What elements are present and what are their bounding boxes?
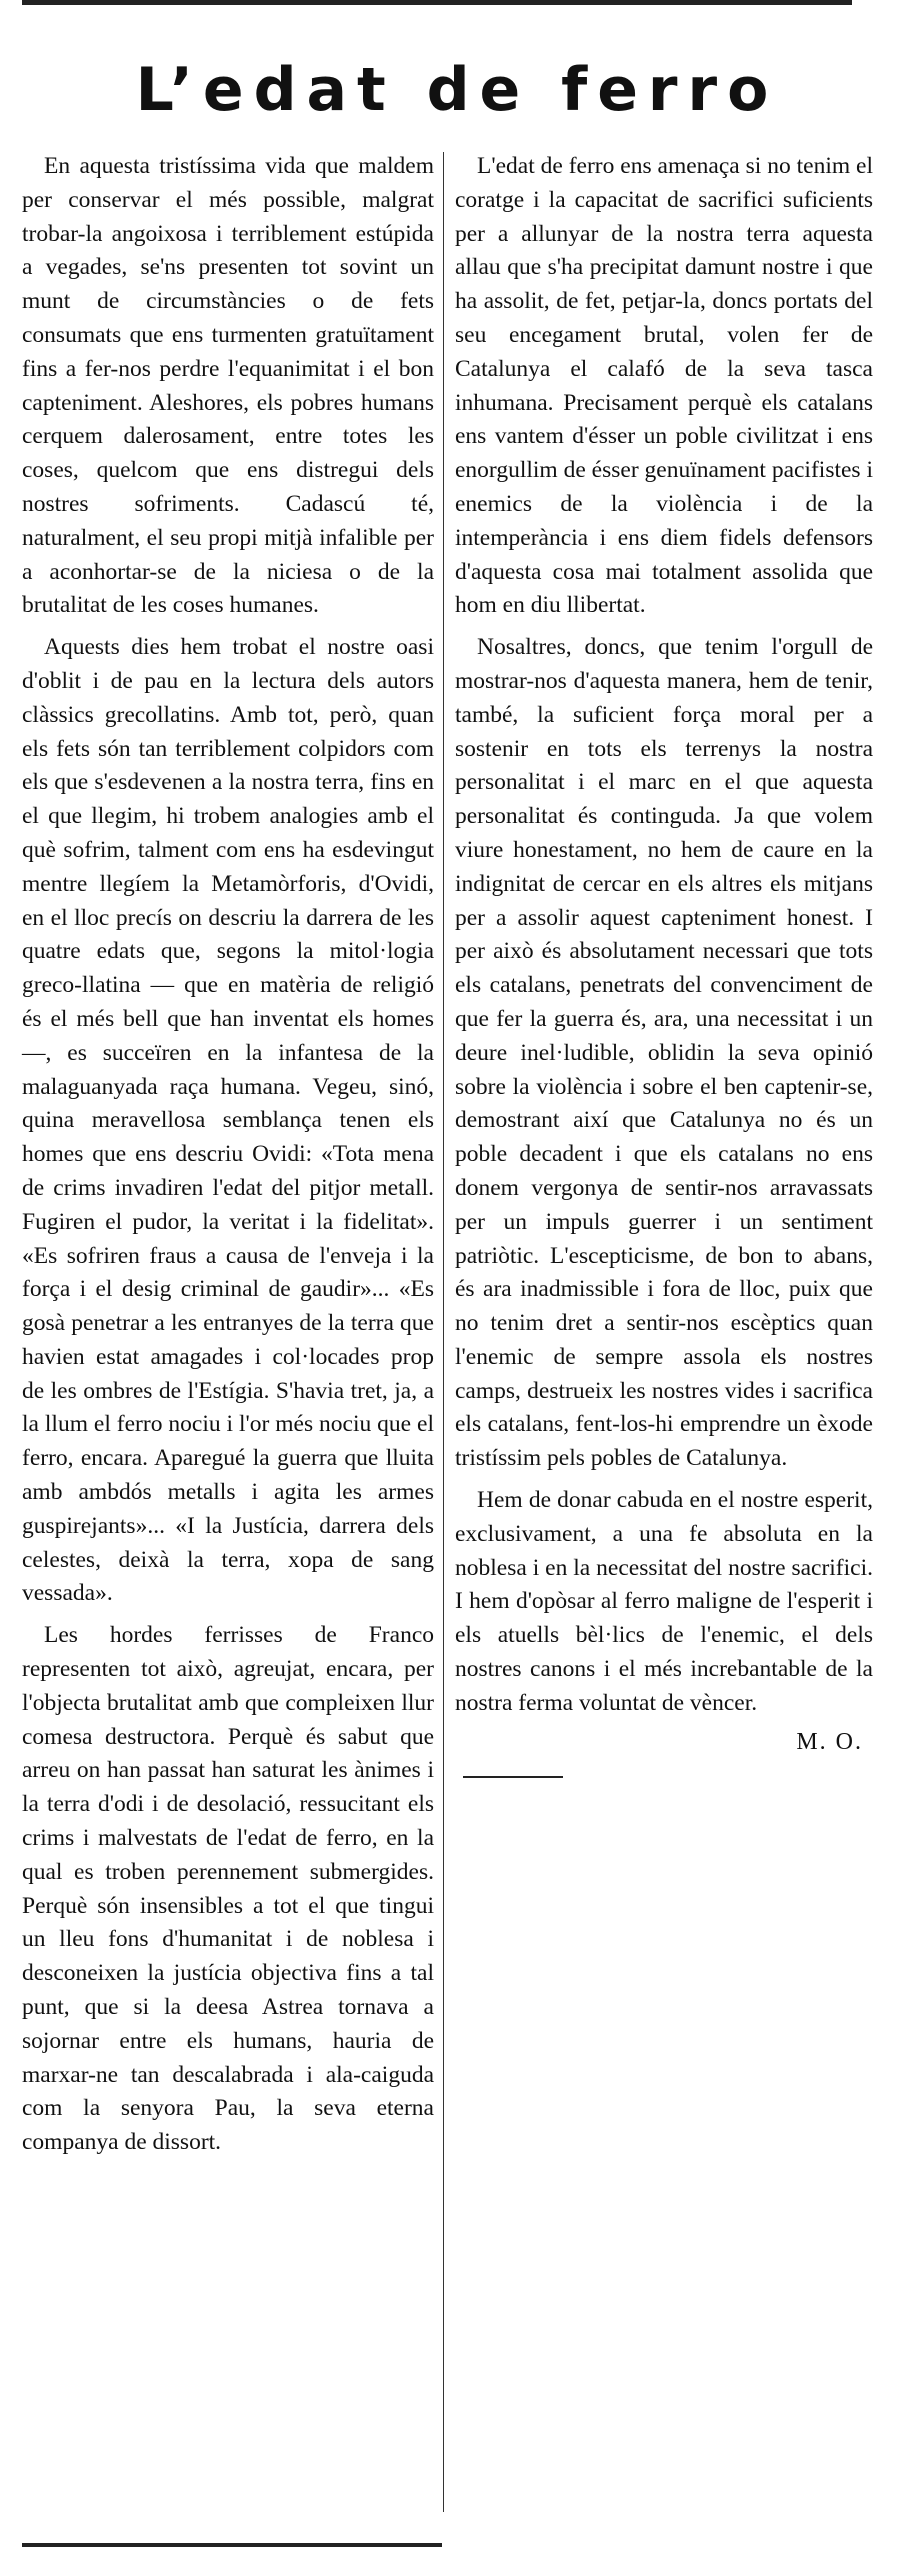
paragraph-3: Les hordes ferrisses de Franco representen tot això, agreujat, encara, per l'objecta brutalitat amb que compleixen llur comesa destructora. Perquè és sabut que arreu on han passat han saturat les ànimes i la terra d'odi i de desolació, ressucitant els crims i malvestats de l'edat de ferro, en la qual es troben perennement submergides. Perquè són insensibles a tot el que tingui un lleu fons d'humanitat i de noblesa i desconeixen la justícia objectiva fins a tal punt, que si la deesa Astrea tornava a sojornar entre els humans, hauria de marxar-ne tan descalabrada i ala-caiguda com la senyora Pau, la seva eterna companya de dissort.: [22, 1622, 434, 2156]
right-column: [455, 150, 873, 1778]
article-title: L’edat de ferro: [135, 55, 779, 125]
paragraph-5: Nosaltres, doncs, que tenim l'orgull de mostrar-nos d'aquesta manera, hem de tenir, també, la suficient força moral per a sostenir en tots els terrenys la nostra personalitat i el marc en el que aquesta personalitat és continguda. Ja que volem viure honestament, no hem de caure en la indignitat de cercar en els altres els mitjans per a assolir aquest capteniment honest. I per això és absolutament necessari que tots els catalans, penetrats del convenciment de que fer la guerra és, ara, una necessitat i un deure inel·ludible, oblidin la seva opinió sobre la violència i sobre el ben captenir-se, demostrant així que Catalunya no és un poble decadent i que els catalans no ens donem vergonya de sentir-nos arravassats per un impuls guerrer i un sentiment patriòtic. L'escepticisme, de bon to abans, és ara inadmissible i fora de lloc, puix que no tenim dret a sentir-nos escèptics quan l'enemic de sempre assola els nostres camps, destrueix les nostres vides i sacrifica els catalans, fent-los-hi emprendre un èxode tristíssim pels pobles de Catalunya.: [455, 634, 873, 1472]
column-divider: [443, 152, 444, 2512]
paragraph-1: En aquesta tristíssima vida que maldem per conservar el més possible, malgrat trobar-la angoixosa i terriblement estúpida a vegades, se'ns presenten tot sovint un munt de circumstàncies o de fets consumats que ens turmenten gratuïtament fins a fer-nos perdre l'equanimitat i el bon capteniment. Aleshores, els pobres humans cerquem dalerosament, entre totes les coses, quelcom que ens distregui dels nostres sofriments. Cadascú té, naturalment, el seu propi mitjà infalible per a aconhortar-se de la niciesa o de la brutalitat de les coses humanes.: [22, 153, 434, 619]
paragraph-4: L'edat de ferro ens amenaça si no tenim el coratge i la capacitat de sacrifici suficients per a allunyar de la nostra terra aquesta allau que s'ha precipitat damunt nostre i que ha assolit, de fet, petjar-la, doncs portats del seu encegament brutal, volen fer de Catalunya el calafó de la seva tasca inhumana. Precisament perquè els catalans ens vantem d'ésser un poble civilitzat i ens enorgullim de ésser genuïnament pacifistes i enemics de la violència i de la intemperància i ens diem fidels defensors d'aquesta cosa mai totalment assolida que hom en diu llibertat.: [455, 153, 873, 619]
paragraph-2: Aquests dies hem trobat el nostre oasi d'oblit i de pau en la lectura dels autors clàssics grecollatins. Amb tot, però, quan els fets són tan terriblement colpidors com els que s'esdevenen a la nostra terra, fins en el que llegim, hi trobem analogies amb el què sofrim, talment com ens ha esdevingut mentre llegíem la Metamòrforis, d'Ovidi, en el lloc precís on descriu la darrera de les quatre edats que, segons la mitol·logia greco-llatina — que en matèria de religió és el més bell que han inventat els homes —, es succeïren en la infantesa de la malaguanyada raça humana. Vegeu, sinó, quina meravellosa semblança tenen els homes que ens descriu Ovidi: «Tota mena de crims invadiren l'edat del pitjor metall. Fugiren el pudor, la veritat i la fidelitat». «Es sofriren fraus a causa de l'enveja i la força i el desig criminal de gaudir»... «Es gosà penetrar a les entranyes de la terra que havien estat amagades i col·locades prop de les ombres de l'Estígia. S'havia tret, ja, a la llum el ferro nociu i l'or més nociu que el ferro, encara. Aparegué la guerra que lluita amb ambdós metalls i agita les armes guspirejants»... «I la Justícia, darrera dels celestes, deixà la terra, xopa de sang vessada».: [22, 634, 434, 1607]
author-signature: M. O.: [796, 1728, 863, 1755]
left-column: [22, 150, 434, 2168]
paragraph-6: Hem de donar cabuda en el nostre esperit, exclusivament, a una fe absoluta en la noblesa i en la necessitat del nostre sacrifici. I hem d'opòsar al ferro maligne de l'esperit i els atuells bèl·lics de l'enemic, el dels nostres canons i el més increbantable de la nostra ferma voluntat de vèncer.: [455, 1487, 873, 1716]
bottom-rule: [22, 2543, 442, 2547]
top-rule: [22, 0, 852, 5]
signature-rule: [463, 1776, 563, 1778]
